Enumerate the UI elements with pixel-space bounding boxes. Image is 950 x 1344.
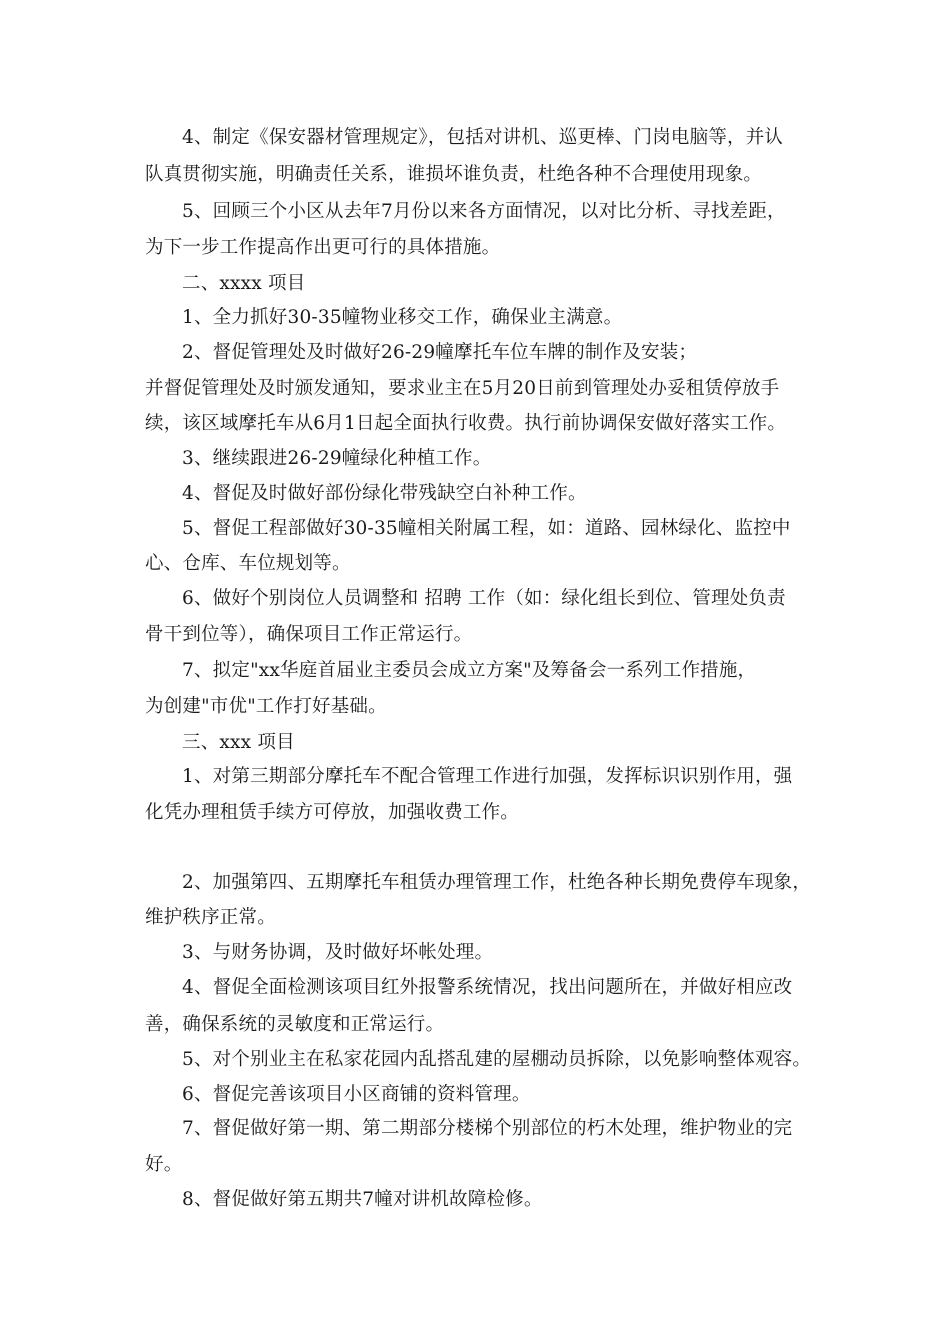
text-line: 心、仓库、车位规划等。: [145, 553, 351, 574]
text-line: 5、对个别业主在私家花园内乱搭乱建的屋棚动员拆除，以免影响整体观容。: [182, 1049, 812, 1070]
text-line: 续，该区域摩托车从6月1日起全面执行收费。执行前协调保安做好落实工作。: [145, 413, 787, 434]
text-line: 为创建"市优"工作打好基础。: [145, 696, 387, 717]
text-line: 并督促管理处及时颁发通知，要求业主在5月20日前到管理处办妥租赁停放手: [145, 378, 780, 399]
section-heading: 三、xxx 项目: [182, 732, 295, 753]
text-line: 1、全力抓好30-35幢物业移交工作，确保业主满意。: [182, 307, 623, 328]
text-line: 6、做好个别岗位人员调整和 招聘 工作（如：绿化组长到位、管理处负责: [182, 588, 786, 609]
text-line: 善，确保系统的灵敏度和正常运行。: [145, 1014, 445, 1035]
text-line: 好。: [145, 1154, 183, 1175]
text-line: 队真贯彻实施，明确责任关系，谁损坏谁负责，杜绝各种不合理使用现象。: [145, 164, 763, 185]
text-line: 2、加强第四、五期摩托车租赁办理管理工作，杜绝各种长期免费停车现象，: [182, 872, 812, 893]
text-line: 为下一步工作提高作出更可行的具体措施。: [145, 237, 501, 258]
text-line: 2、督促管理处及时做好26-29幢摩托车位车牌的制作及安装；: [182, 342, 698, 363]
text-line: 1、对第三期部分摩托车不配合管理工作进行加强，发挥标识识别作用，强: [182, 766, 793, 787]
text-line: 4、督促及时做好部份绿化带残缺空白补种工作。: [182, 483, 587, 504]
text-line: 4、督促全面检测该项目红外报警系统情况，找出问题所在，并做好相应改: [182, 977, 793, 998]
section-heading: 二、xxxx 项目: [182, 273, 306, 294]
text-line: 7、拟定"xx华庭首届业主委员会成立方案"及筹备会一系列工作措施，: [182, 660, 757, 681]
text-line: 4、制定《保安器材管理规定》，包括对讲机、巡更棒、门岗电脑等，并认: [182, 127, 784, 148]
text-line: 3、继续跟进26-29幢绿化种植工作。: [182, 448, 492, 469]
text-line: 7、督促做好第一期、第二期部分楼梯个别部位的朽木处理，维护物业的完: [182, 1118, 793, 1139]
text-line: 8、督促做好第五期共7幢对讲机故障检修。: [182, 1189, 543, 1210]
text-line: 5、回顾三个小区从去年7月份以来各方面情况，以对比分析、寻找差距，: [182, 201, 786, 222]
text-line: 6、督促完善该项目小区商铺的资料管理。: [182, 1084, 531, 1105]
text-line: 化凭办理租赁手续方可停放，加强收费工作。: [145, 802, 520, 823]
text-line: 5、督促工程部做好30-35幢相关附属工程，如：道路、园林绿化、监控中: [182, 518, 791, 539]
text-line: 维护秩序正常。: [145, 907, 276, 928]
text-line: 3、与财务协调，及时做好坏帐处理。: [182, 942, 494, 963]
text-line: 骨干到位等），确保项目工作正常运行。: [145, 624, 473, 645]
